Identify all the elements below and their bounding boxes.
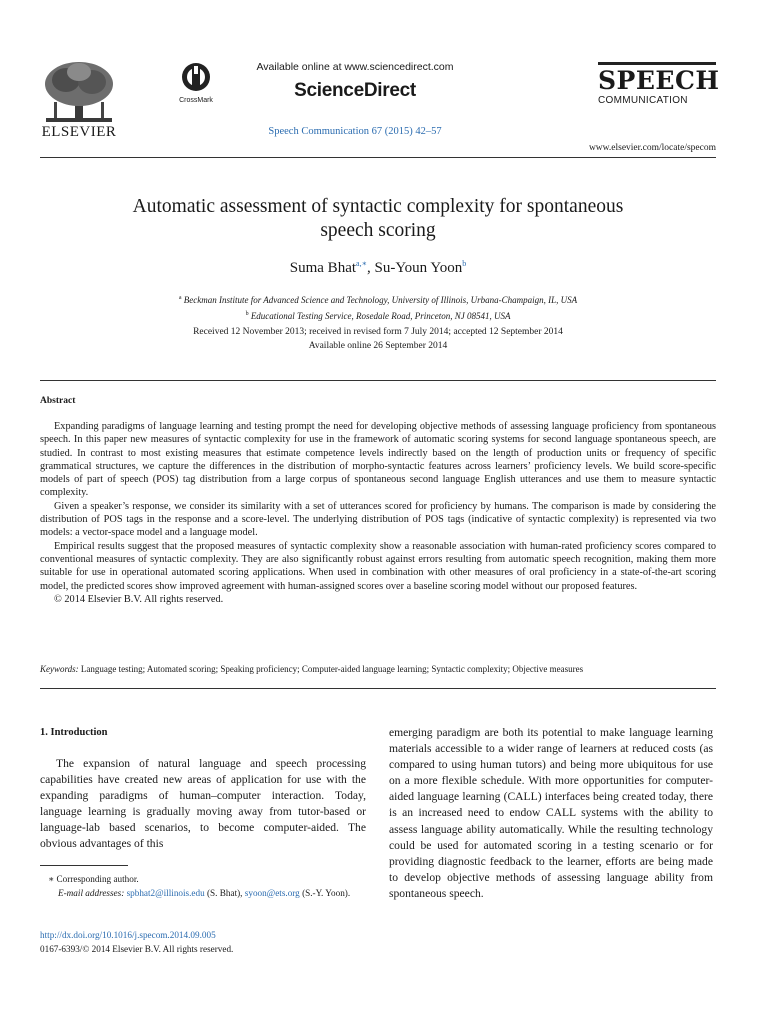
keywords — [40, 664, 716, 674]
affiliation-a-mark: a — [178, 295, 182, 301]
intro-paragraph-left: The expansion of natural language and speech processing capabilities have created new areas of application for use with the expanding paradigms of human–computer interaction. Today, language learning is gradually moving away from tutor-based or language-lab based scenarios, to become computer-aided. The obvious advantages of this — [40, 757, 366, 851]
crossmark-logo[interactable] — [176, 62, 216, 106]
keywords-bottom-rule — [40, 688, 716, 689]
title-line-2: speech scoring — [320, 220, 436, 241]
email-1-owner: (S. Bhat), — [204, 888, 243, 898]
author-separator: , — [367, 260, 375, 276]
article-dates — [40, 325, 716, 353]
abstract-copyright: © 2014 Elsevier B.V. All rights reserved. — [54, 593, 224, 605]
email-2-owner: (S.-Y. Yoon). — [302, 888, 351, 898]
title-line-1: Automatic assessment of syntactic complexity for spontaneous — [132, 196, 624, 217]
crossmark-icon — [181, 62, 211, 94]
elsevier-tree-logo — [40, 58, 118, 126]
available-online-text: Available online at www.sciencedirect.com — [256, 61, 454, 73]
email-note — [40, 886, 366, 900]
footnotes — [40, 872, 366, 900]
email-label: E-mail addresses: — [58, 888, 125, 898]
left-column — [40, 756, 366, 853]
footnote-rule — [40, 865, 128, 866]
journal-logo — [598, 62, 720, 106]
author-list — [40, 259, 716, 277]
abstract-paragraph-1: Expanding paradigms of language learning and testing prompt the need for developing objective methods of assessing language proficiency from spontaneous speech. In this paper new measures of syntactic complexity for use in the framework of automatic scoring systems for second language spontaneous speech, are studied. In contrast to most existing measures that estimate competence levels indirectly based on the length of production units or frequency of specific grammatical structures, we capture the differences in the distribution of morpho-syntactic features across learners’ proficiency levels. We build score-specific models of part of speech (POS) tag distribution from a large corpus of spontaneous second language English utterances and use them to measure syntactic complexity. — [40, 421, 716, 499]
journal-logo-title: SPEECH — [598, 66, 720, 95]
author-1-marks[interactable]: a,∗ — [356, 259, 368, 268]
abstract-top-rule — [40, 380, 716, 381]
sciencedirect-brand[interactable]: ScienceDirect — [294, 80, 416, 101]
abstract-body — [40, 420, 716, 606]
online-date: Available online 26 September 2014 — [308, 341, 448, 351]
keywords-label: Keywords: — [40, 664, 79, 674]
affiliation-b-mark: b — [245, 311, 249, 317]
affiliations — [40, 291, 716, 323]
header-rule — [40, 157, 716, 158]
affiliation-a-text: Beckman Institute for Advanced Science and Technology, University of Illinois, Urbana-Champaign, IL, USA — [183, 295, 578, 305]
abstract-heading: Abstract — [40, 396, 76, 406]
author-2-marks[interactable]: b — [462, 259, 467, 268]
author-2: Su-Youn Yoon — [374, 260, 463, 276]
affiliation-b — [40, 307, 716, 323]
journal-citation-link[interactable]: Speech Communication 67 (2015) 42–57 — [268, 126, 442, 137]
issn-copyright: 0167-6393/© 2014 Elsevier B.V. All rights reserved. — [40, 944, 234, 954]
email-link-1[interactable]: spbhat2@illinois.edu — [126, 888, 205, 898]
right-column — [389, 725, 713, 902]
doi-block — [40, 928, 366, 956]
affiliation-b-text: Educational Testing Service, Rosedale Road, Princeton, NJ 08541, USA — [250, 311, 511, 321]
abstract-paragraph-2: Given a speaker’s response, we consider its similarity with a set of utterances scored for proficiency by humans. The comparison is made by considering the distribution of POS tags in the response and a score-level. The underlying distribution of POS tags (indicative of syntactic complexity) is represented via two models: a vector-space model and a language model. — [40, 500, 716, 539]
received-dates: Received 12 November 2013; received in revised form 7 July 2014; accepted 12 September 2014 — [193, 327, 563, 337]
article-title — [40, 195, 716, 243]
keywords-text: Language testing; Automated scoring; Speaking proficiency; Computer-aided language learning; Syntactic complexity; Objective measures — [80, 664, 584, 674]
affiliation-a — [40, 291, 716, 307]
corresponding-author-note: ∗ Corresponding author. — [48, 874, 139, 884]
tree-icon — [40, 58, 118, 126]
abstract-paragraph-3: Empirical results suggest that the proposed measures of syntactic complexity show a reasonable association with human-rated proficiency scores compared to conventional measures of syntactic complexity. They are also significantly robust against errors resulting from automatic speech recognition, making them more suitable for use in operational automated scoring applications. When used in combination with other measures of oral proficiency in a state-of-the-art scoring model, the predicted scores show improved agreement with human-assigned scores over a baseline scoring model without our proposed features. — [40, 540, 716, 592]
section-heading-introduction: 1. Introduction — [40, 727, 108, 738]
journal-url[interactable]: www.elsevier.com/locate/specom — [588, 143, 716, 153]
doi-link[interactable]: http://dx.doi.org/10.1016/j.specom.2014.09.005 — [40, 930, 216, 940]
publisher-name: ELSEVIER — [41, 124, 117, 140]
intro-paragraph-right: emerging paradigm are both its potential to make language learning materials accessible to a wider range of learners at reduced costs (as compared to using human tutors) and being more ubiquitous for use on a more flexible schedule. With more opportunities for computer-aided language learning (CALL) interfaces being created today, there is an increased need to endow CALL systems with the ability to assess language ability automatically. While the resulting technology could be used for automated scoring in a testing scenario or for providing diagnostic feedback to the learner, efforts are being made to develop objective methods of assessing language ability from spontaneous speech. — [389, 726, 713, 900]
journal-logo-subtitle: COMMUNICATION — [598, 95, 688, 106]
crossmark-label: CrossMark — [179, 97, 213, 104]
author-1: Suma Bhat — [289, 260, 357, 276]
email-link-2[interactable]: syoon@ets.org — [244, 888, 300, 898]
